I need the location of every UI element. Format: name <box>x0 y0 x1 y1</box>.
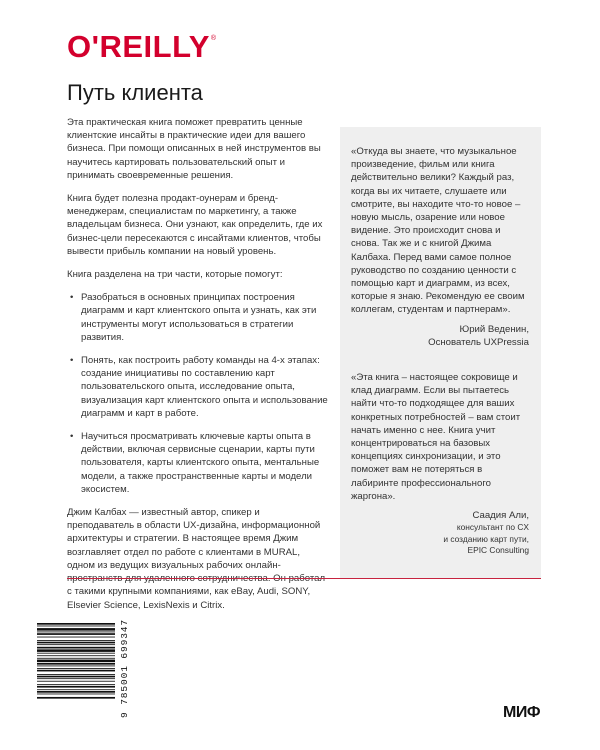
barcode-bar <box>37 628 115 631</box>
barcode-bar <box>37 653 115 654</box>
author-bio: Джим Калбах — известный автор, спикер и преподаватель в области UX-дизайна, информационной архитектуры и стратегии. В настоящее время Джим возглавляет отдел по работе с клиентами в MURAL, одном из ведущих визуальных рабочих онлайн- с такими крупными компаниями, как eBay, Audi, SONY, Elsevier Science, LexisNexis и Citrix. <box>67 507 321 611</box>
barcode-bar <box>37 691 115 693</box>
divider-line <box>67 578 541 579</box>
list-item: • Научиться просматривать ключевые карты опыта в действии, включая сервисные сценарии, карты пути пользователя, карты клиентского опыта, ментальные модели, а также пространственные карты и модели экосистем. <box>70 431 320 495</box>
barcode-bar <box>37 686 115 688</box>
testimonial-quote: «Эта книга – настоящее сокровище и клад диаграмм. Если вы пытаетесь найти что-то подходящее для ваших конкретных потребностей – вам стоит начать именно с нее. Книга учит концентрироваться на базовых концепциях синхронизации, и это поможет вам не потеряться в лабиринте профессионального жаргона». <box>351 372 521 502</box>
testimonial-attribution: Саадия Али, консультант по CX и созданию карт пути, EPIC Consulting <box>443 510 529 556</box>
barcode-bar <box>37 694 115 695</box>
testimonial-attribution: Юрий Веденин, Основатель UXPressia <box>428 323 529 348</box>
barcode-bar <box>37 660 115 663</box>
isbn-digits: 9 785001 699347 <box>119 618 130 718</box>
book-title: Путь клиента <box>67 80 203 105</box>
barcode-bar <box>37 681 115 682</box>
barcode-bar <box>37 637 115 638</box>
barcode-bar <box>37 626 115 627</box>
barcode-bar <box>37 644 115 645</box>
description-column <box>67 116 329 622</box>
isbn-barcode <box>37 618 133 718</box>
oreilly-logo: O'REILLY® <box>67 29 217 64</box>
list-item: • Разобраться в основных принципах построения диаграмм и карт клиентского опыта и узнать, как эти инструменты могут использоваться в стратегии развития. <box>70 292 317 343</box>
barcode-bar <box>37 697 115 699</box>
parts-list <box>67 291 329 496</box>
barcode-bar <box>37 642 115 644</box>
barcode-bar <box>37 676 115 678</box>
barcode-bar <box>37 663 115 665</box>
barcode-bar <box>37 689 115 690</box>
parts-intro: Книга разделена на три части, которые помогут: <box>67 269 283 281</box>
testimonial-quote: «Откуда вы знаете, что музыкальное произведение, фильм или книга действительно велики? Каждый раз, когда вы их читаете, слушаете или смотрите, вы находите что-то новое – новую мысль, озарение или новое видение. Это происходит снова и снова. Так же и с книгой Джима Калбаха. Перед вами самое полное руководство по созданию ценности с помощью карт и диаграмм, из всех, которые я знаю. Рекомендую ее своим коллегам, студентам и партнерам». <box>351 146 525 316</box>
barcode-bar <box>37 655 115 656</box>
barcode-bar <box>37 678 115 679</box>
barcode-bar <box>37 674 115 675</box>
barcode-bar <box>37 623 115 625</box>
barcode-bar <box>37 668 115 669</box>
barcode-bars <box>37 623 115 718</box>
barcode-bar <box>37 658 115 659</box>
barcode-bar <box>37 633 115 635</box>
intro-paragraph: Эта практическая книга поможет превратить ценные клиентские инсайты в практические идеи для вашего бизнеса. При помощи описанных в ней инструментов вы научитесь картировать пользовательский опыт и принимать своевременные решения. <box>67 117 321 181</box>
barcode-bar <box>37 649 115 652</box>
barcode-bar <box>37 684 115 685</box>
barcode-bar <box>37 647 115 649</box>
barcode-bar <box>37 640 115 641</box>
testimonials-box <box>340 127 541 578</box>
publisher-logo: МИФ <box>503 704 540 721</box>
audience-paragraph: Книга будет полезна продакт-оунерам и бренд-менеджерам, специалистам по маркетингу, а также владельцам бизнеса. Они узнают, как определить, где их бизнес-цели пересекаются с инсайтами клиентов, чтобы вывести прибыль компании на новый уровень. <box>67 193 323 257</box>
barcode-bar <box>37 632 115 633</box>
list-item: • Понять, как построить работу команды на 4-х этапах: создание инициативы по составлению карт пользовательского опыта, исследование опыта, визуализация карт клиентского опыта и использование диаграмм и карт в работе. <box>70 355 328 419</box>
barcode-bar <box>37 670 115 672</box>
barcode-bar <box>37 666 115 667</box>
